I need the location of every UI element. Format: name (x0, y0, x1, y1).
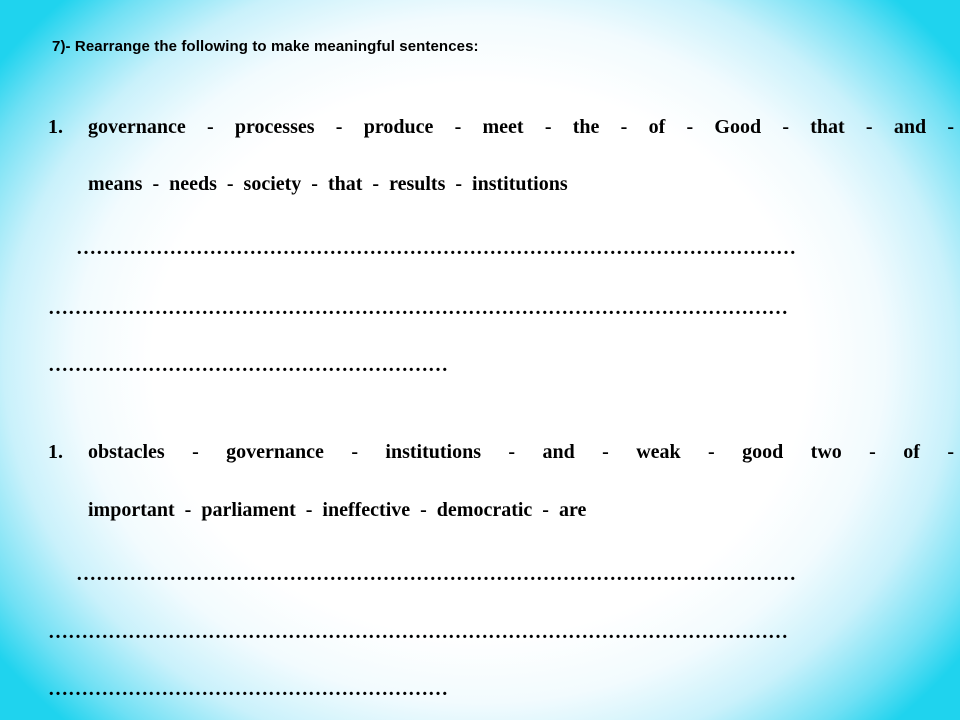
answer-line: ……………………………………………………………………………………………… (76, 563, 796, 585)
answer-line: …………………………………………………… (48, 354, 448, 376)
word-list-line-1: governance - processes - produce - meet - the - of - Good - that - and - (88, 116, 954, 138)
answer-line: ……………………………………………………………………………………………… (76, 237, 796, 259)
answer-line: …………………………………………………… (48, 678, 448, 700)
word-list-line-2: important - parliament - ineffective - democratic - are (88, 499, 587, 521)
answer-line: ………………………………………………………………………………………………… (48, 621, 788, 643)
word-list-line-1: obstacles - governance - institutions - and - weak - good two - of - (88, 441, 954, 463)
item-number: 1. (48, 116, 63, 138)
exercise-heading: 7)- Rearrange the following to make meaningful sentences: (52, 38, 479, 55)
answer-line: ………………………………………………………………………………………………… (48, 297, 788, 319)
word-list-line-2: means - needs - society - that - results - institutions (88, 173, 568, 195)
item-number: 1. (48, 441, 63, 463)
